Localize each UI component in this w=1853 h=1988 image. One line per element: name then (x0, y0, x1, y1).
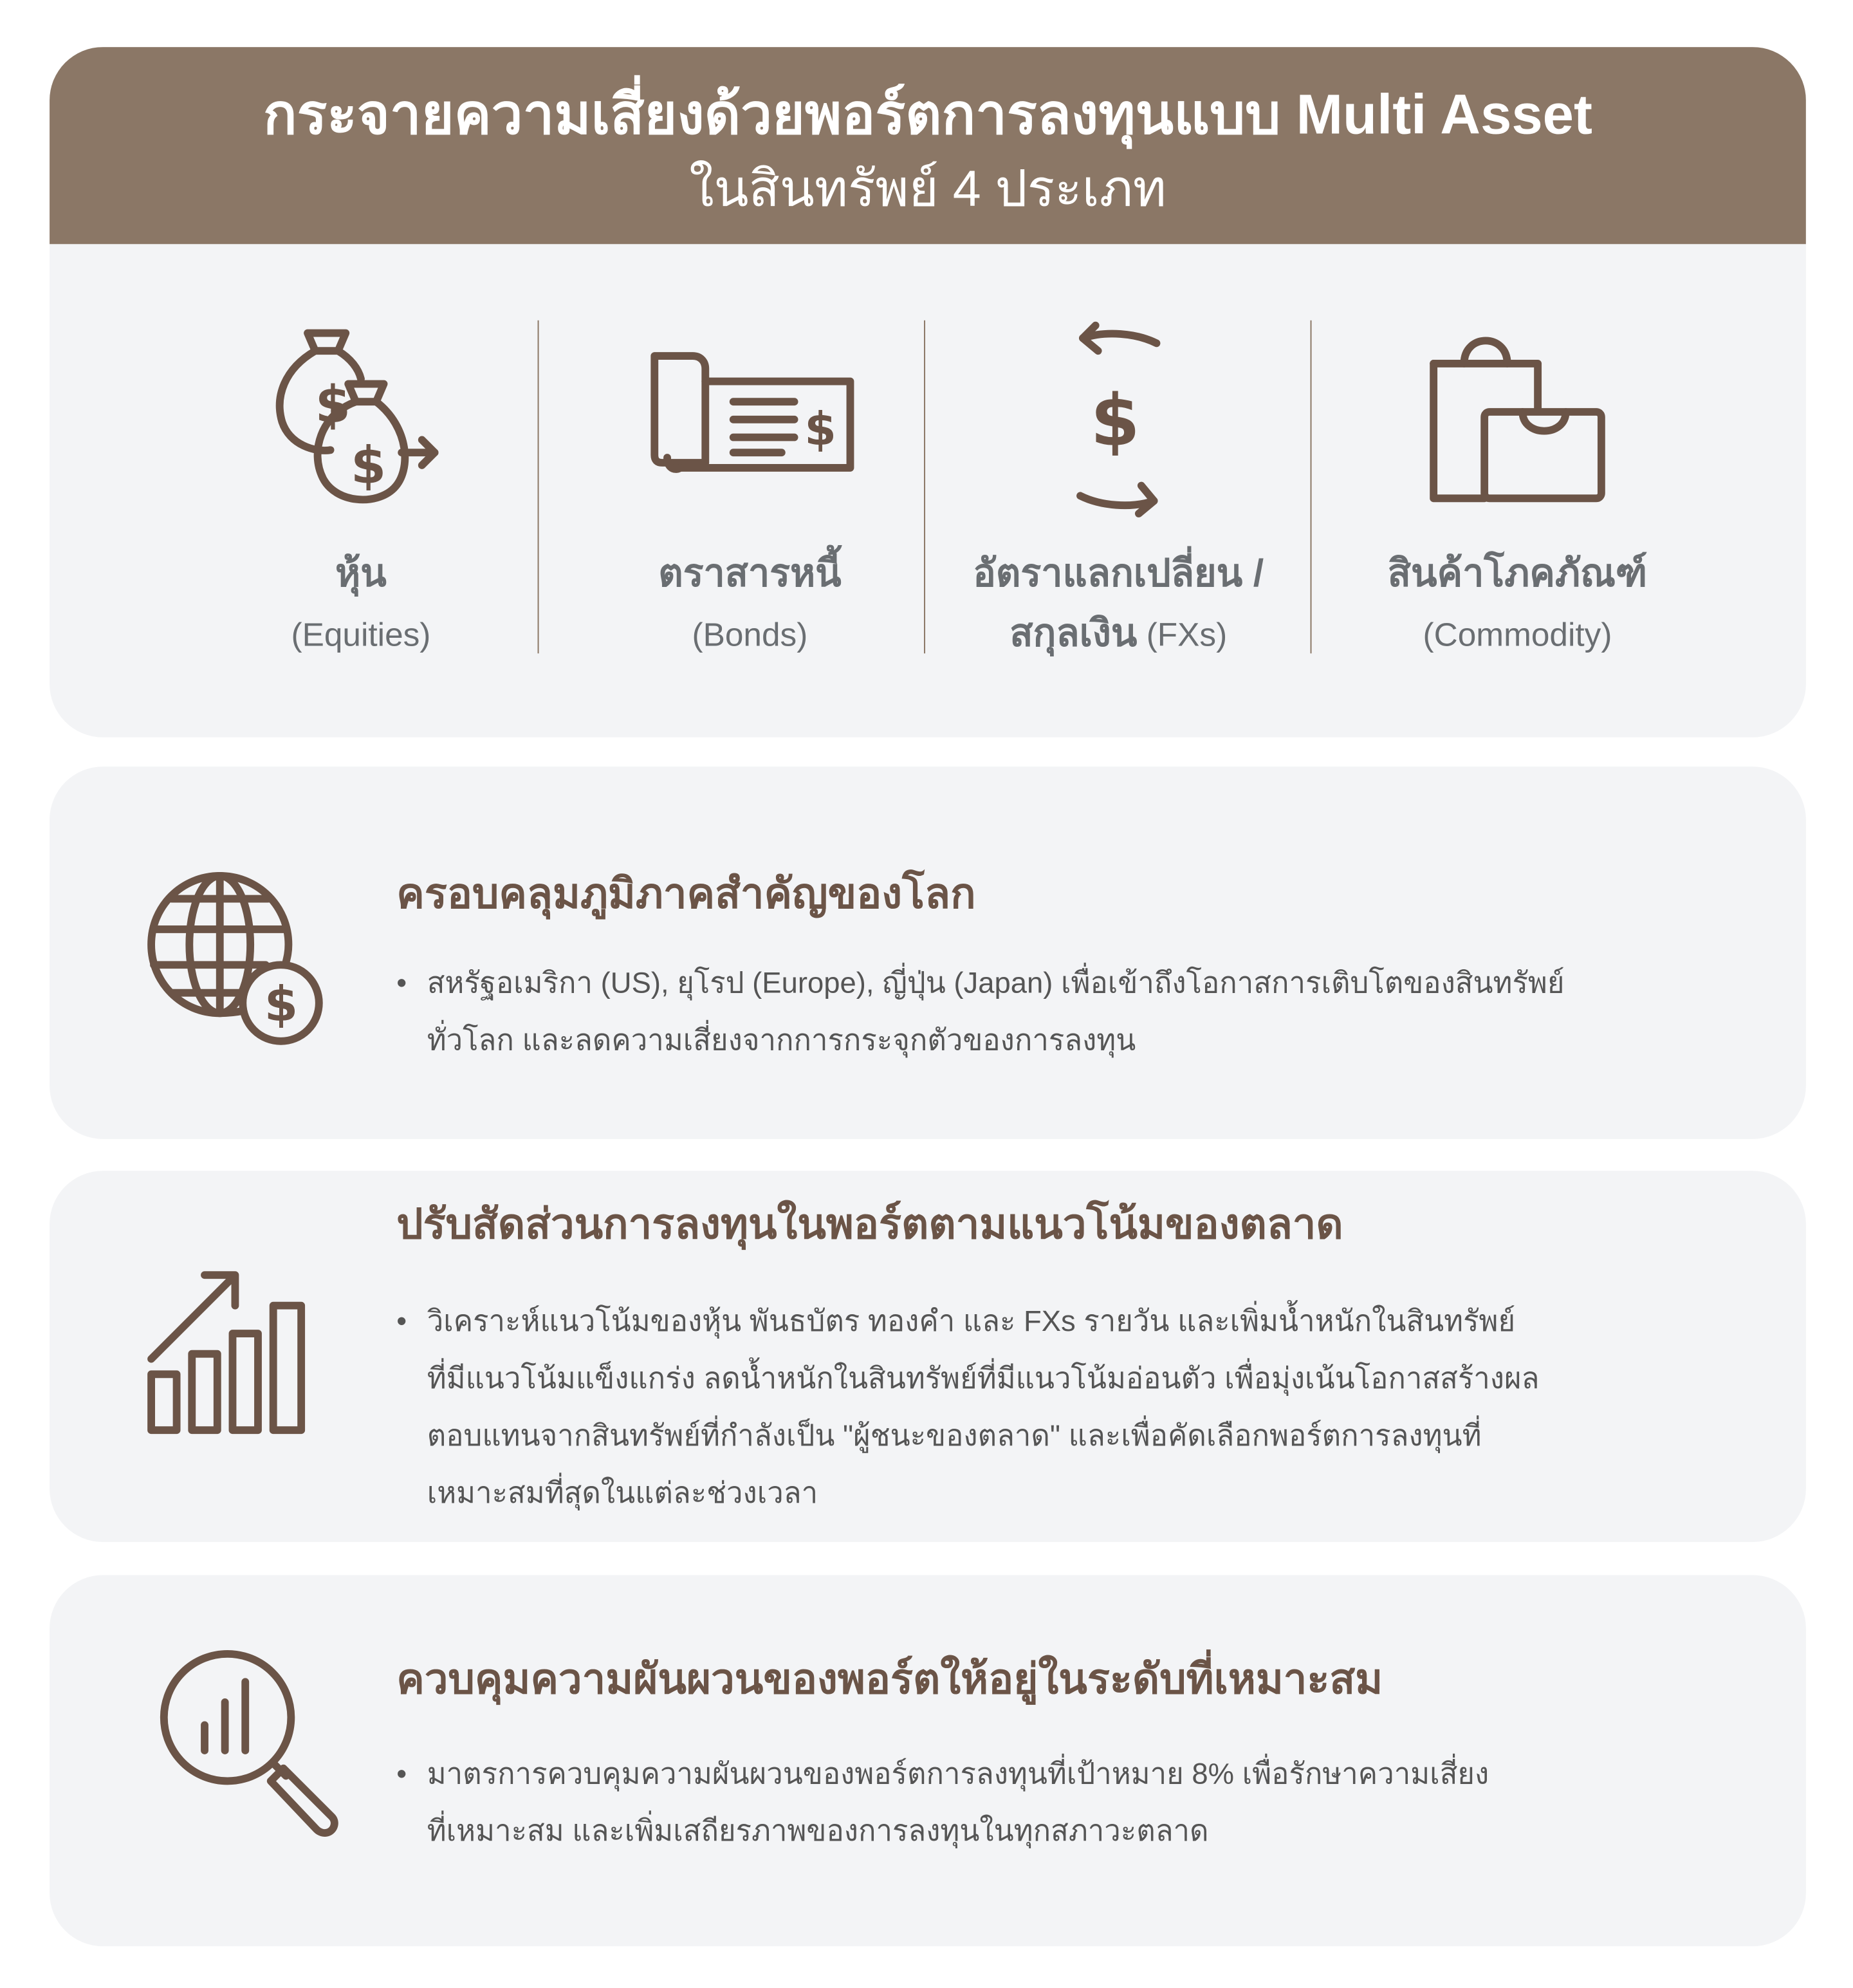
column-divider (924, 320, 925, 654)
bond-certificate-icon (566, 320, 934, 524)
asset-english-name: (Bonds) (692, 615, 808, 654)
body-line: ทั่วโลก และลดความเสี่ยงจากการกระจุกตัวของการลงทุน (427, 1023, 1136, 1057)
growth-chart-icon (146, 1270, 311, 1444)
asset-fx (934, 320, 1303, 664)
body-line: วิเคราะห์แนวโน้มของหุ้น พันธบัตร ทองคำ และ FXs รายวัน และเพิ่มน้ำหนักในสินทรัพย์ (427, 1304, 1516, 1338)
column-divider (538, 320, 539, 654)
asset-name: ตราสารหนี้ (658, 553, 842, 595)
body-line: ตอบแทนจากสินทรัพย์ที่กำลังเป็น "ผู้ชนะของตลาด" และเพื่อคัดเลือกพอร์ตการลงทุนที่ (427, 1418, 1482, 1452)
asset-name-second-line: สกุลเงิน (1009, 613, 1138, 655)
asset-types-panel (50, 47, 1806, 738)
asset-english-name: (FXs) (1146, 615, 1228, 654)
asset-english-name: (Commodity) (1423, 615, 1612, 654)
feature-panel-volatility (50, 1575, 1806, 1946)
feature-body (396, 954, 1782, 1069)
feature-body (396, 1745, 1782, 1860)
feature-panel-trend (50, 1171, 1806, 1542)
money-bags-icon (177, 320, 546, 524)
asset-commodity (1333, 320, 1702, 664)
asset-equities (177, 320, 546, 664)
globe-dollar-icon (146, 868, 326, 1055)
header-band (50, 47, 1806, 244)
asset-name: สินค้าโภคภัณฑ์ (1387, 553, 1648, 595)
asset-name: หุ้น (335, 553, 387, 595)
feature-title: ครอบคลุมภูมิภาคสำคัญของโลก (396, 869, 976, 917)
feature-panel-global (50, 766, 1806, 1139)
svg-text:$: $ (264, 976, 299, 1033)
currency-exchange-icon (934, 320, 1303, 524)
asset-name-line2 (934, 609, 1303, 660)
body-line: ที่เหมาะสม และเพิ่มเสถียรภาพของการลงทุนในทุกสภาวะตลาด (427, 1814, 1209, 1848)
magnifier-chart-icon (156, 1646, 347, 1843)
body-line: ที่มีแนวโน้มแข็งแกร่ง ลดน้ำหนักในสินทรัพย์ที่มีแนวโน้มอ่อนตัว เพื่อมุ่งเน้นโอกาสสร้างผล (427, 1361, 1540, 1395)
feature-body (396, 1293, 1782, 1522)
page-title: กระจายความเสี่ยงด้วยพอร์ตการลงทุนแบบ Multi Asset (263, 84, 1592, 147)
svg-text:$: $ (315, 375, 351, 434)
body-line: สหรัฐอเมริกา (US), ยุโรป (Europe), ญี่ปุ่น (Japan) เพื่อเข้าถึงโอกาสการเติบโตของสินทรัพย์ (427, 966, 1565, 999)
bullet: • (396, 1756, 407, 1790)
svg-text:$: $ (351, 436, 387, 496)
column-divider (1311, 320, 1312, 654)
bullet: • (396, 1304, 407, 1338)
body-line: เหมาะสมที่สุดในแต่ละช่วงเวลา (427, 1476, 818, 1509)
bullet: • (396, 966, 407, 999)
svg-text:$: $ (1090, 379, 1140, 463)
asset-name: อัตราแลกเปลี่ยน / (973, 553, 1264, 595)
feature-title: ควบคุมความผันผวนของพอร์ตให้อยู่ในระดับที่เหมาะสม (396, 1655, 1383, 1702)
asset-bonds (566, 320, 934, 664)
asset-english-name: (Equities) (291, 615, 431, 654)
feature-title: ปรับสัดส่วนการลงทุนในพอร์ตตามแนวโน้มของตลาด (396, 1200, 1343, 1247)
body-line: มาตรการควบคุมความผันผวนของพอร์ตการลงทุนที่เป้าหมาย 8% เพื่อรักษาความเสี่ยง (427, 1756, 1489, 1790)
page-subtitle: ในสินทรัพย์ 4 ประเภท (689, 161, 1166, 218)
svg-text:$: $ (804, 402, 836, 456)
shopping-bags-icon (1333, 320, 1702, 524)
